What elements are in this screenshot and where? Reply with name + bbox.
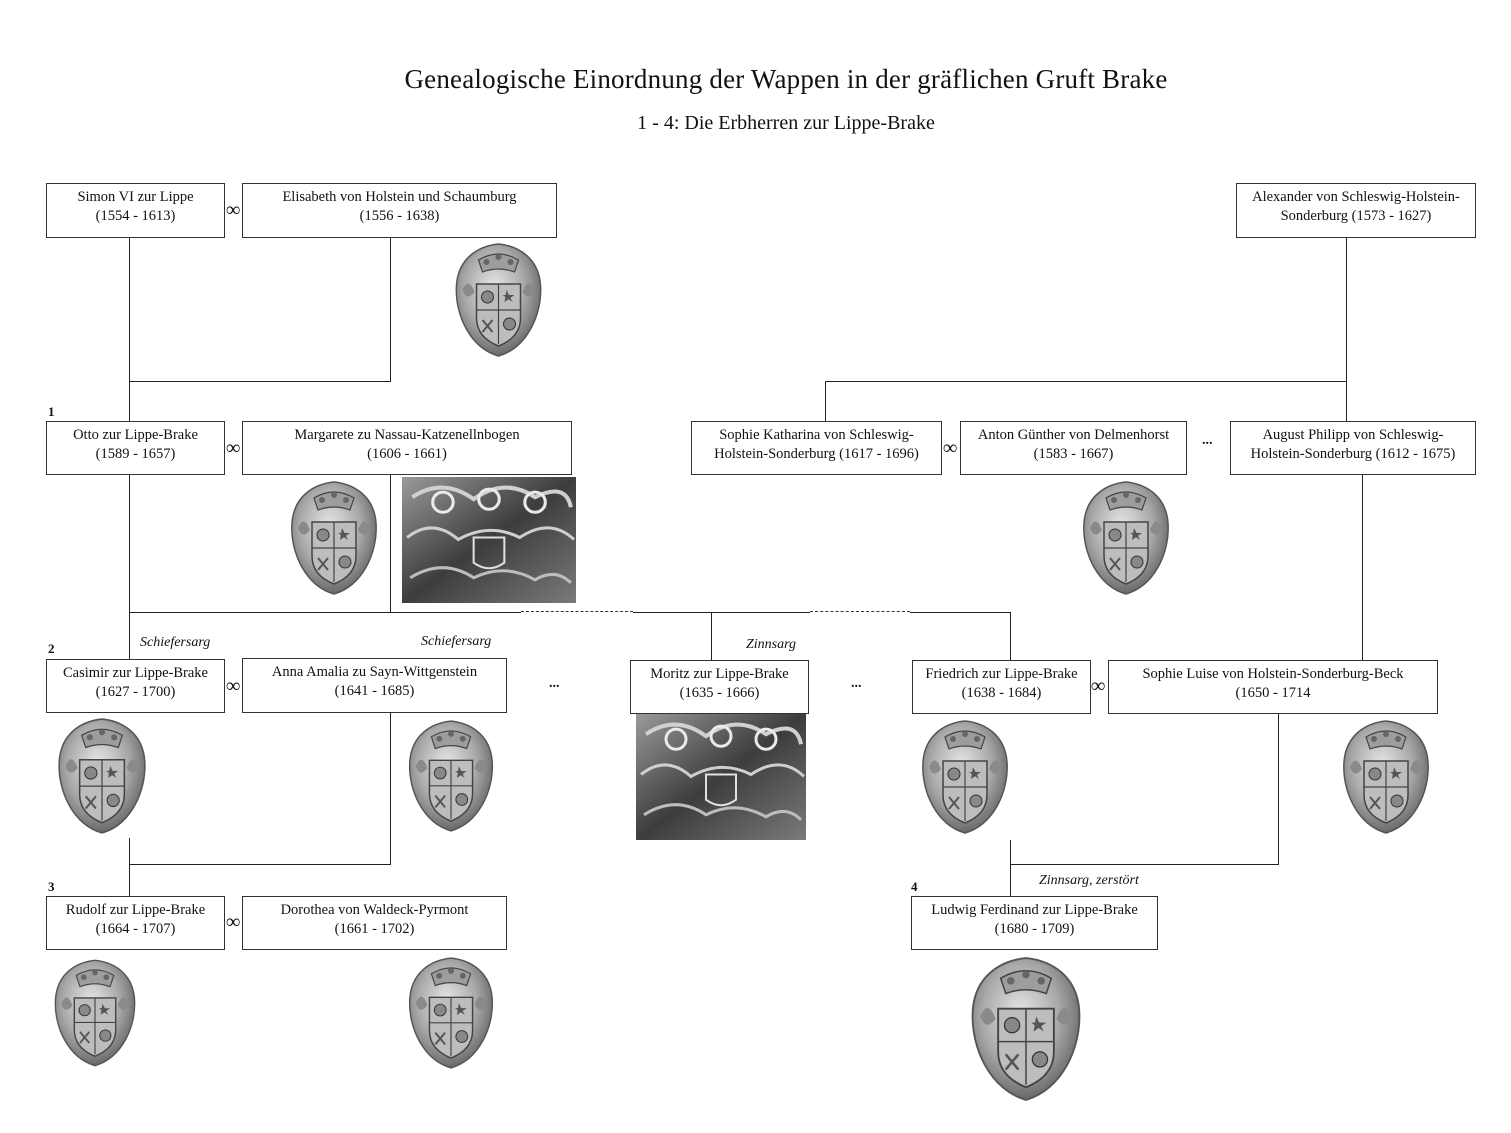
person-dates: (1556 - 1638) (359, 208, 440, 224)
connector-line (1278, 713, 1279, 865)
connector-line (825, 381, 826, 422)
page-subtitle: 1 - 4: Die Erbherren zur Lippe-Brake (637, 112, 935, 134)
person-dates: Holstein-Sonderburg (1612 - 1675) (1250, 446, 1456, 462)
person-name: Anton Günther von Delmenhorst (977, 427, 1170, 443)
coat-of-arms-image (1075, 478, 1177, 598)
person-name: Ludwig Ferdinand zur Lippe-Brake (931, 902, 1138, 918)
person-sophie-katharina[interactable] (691, 421, 942, 475)
coffin-label: Schiefersarg (140, 635, 211, 650)
coat-of-arms-photo (636, 714, 806, 840)
person-simon[interactable] (46, 183, 225, 238)
connector-line (129, 838, 130, 897)
generation-number: 1 (48, 404, 55, 419)
person-otto[interactable] (46, 421, 225, 475)
connector-dashed-line (810, 611, 910, 612)
person-margarete[interactable] (242, 421, 572, 475)
connector-line (1010, 612, 1011, 660)
person-dates: (1583 - 1667) (1033, 446, 1114, 462)
connector-line (390, 712, 391, 865)
coat-of-arms-image (952, 953, 1100, 1105)
person-dates: (1606 - 1661) (367, 446, 447, 462)
person-ludwig-ferdinand[interactable] (911, 896, 1158, 950)
coat-of-arms-image (446, 240, 551, 360)
person-name: August Philipp von Schleswig- (1262, 427, 1444, 443)
person-elisabeth[interactable] (242, 183, 557, 238)
coffin-label: Zinnsarg, zerstört (1039, 873, 1139, 888)
person-dates: (1650 - 1714 (1235, 685, 1311, 701)
person-dates: Holstein-Sonderburg (1617 - 1696) (714, 446, 919, 462)
person-dates: (1664 - 1707) (95, 921, 176, 937)
person-alexander[interactable] (1236, 183, 1476, 238)
person-casimir[interactable] (46, 659, 225, 713)
connector-line (129, 381, 391, 382)
ellipsis: ... (549, 676, 560, 691)
generation-number: 4 (911, 879, 918, 894)
connector-line (1362, 474, 1363, 660)
connector-line (129, 864, 391, 865)
person-dates: (1635 - 1666) (679, 685, 760, 701)
connector-line (1010, 840, 1011, 897)
person-dates: (1589 - 1657) (95, 446, 176, 462)
person-name: Elisabeth von Holstein und Schaumburg (282, 189, 517, 205)
coffin-label: Schiefersarg (421, 634, 492, 649)
connector-line (129, 612, 130, 660)
marriage-symbol: ∞ (943, 437, 958, 459)
person-august[interactable] (1230, 421, 1476, 475)
person-dates: (1661 - 1702) (334, 921, 415, 937)
coat-of-arms-image (402, 716, 500, 836)
connector-line (1010, 864, 1279, 865)
ellipsis: ... (1202, 433, 1213, 448)
connector-line (129, 237, 130, 382)
connector-line (129, 381, 130, 422)
person-rudolf[interactable] (46, 896, 225, 950)
person-dorothea[interactable] (242, 896, 507, 950)
person-name: Alexander von Schleswig-Holstein- (1252, 189, 1460, 205)
person-dates: (1641 - 1685) (334, 683, 415, 699)
person-name: Sophie Katharina von Schleswig- (719, 427, 914, 443)
person-name: Sophie Luise von Holstein-Sonderburg-Beck (1142, 666, 1404, 682)
person-anton[interactable] (960, 421, 1187, 475)
person-dates: (1680 - 1709) (994, 921, 1075, 937)
person-dates: (1627 - 1700) (95, 684, 176, 700)
ellipsis: ... (851, 676, 862, 691)
generation-number: 2 (48, 641, 55, 656)
person-dates: (1554 - 1613) (95, 208, 176, 224)
marriage-symbol: ∞ (226, 675, 241, 697)
connector-line (129, 474, 130, 613)
person-name: Friedrich zur Lippe-Brake (925, 666, 1078, 682)
connector-line (910, 612, 1010, 613)
person-moritz[interactable] (630, 660, 809, 714)
page-title: Genealogische Einordnung der Wappen in der gräflichen Gruft Brake (404, 64, 1168, 94)
coffin-label: Zinnsarg (746, 637, 797, 652)
connector-line (129, 612, 521, 613)
connector-line (390, 237, 391, 382)
person-friedrich[interactable] (912, 660, 1091, 714)
marriage-symbol: ∞ (226, 199, 241, 221)
coat-of-arms-image (1336, 716, 1436, 838)
coat-of-arms-image (50, 715, 154, 837)
marriage-symbol: ∞ (226, 437, 241, 459)
person-name: Margarete zu Nassau-Katzenellnbogen (294, 427, 520, 443)
connector-line (633, 612, 810, 613)
person-name: Simon VI zur Lippe (77, 189, 194, 205)
person-dates: Sonderburg (1573 - 1627) (1280, 208, 1432, 224)
person-name: Rudolf zur Lippe-Brake (65, 902, 206, 918)
connector-line (825, 381, 1347, 382)
connector-line (1346, 237, 1347, 422)
marriage-symbol: ∞ (1091, 675, 1106, 697)
marriage-symbol: ∞ (226, 911, 241, 933)
generation-number: 3 (48, 879, 55, 894)
person-name: Casimir zur Lippe-Brake (63, 665, 208, 681)
connector-dashed-line (521, 611, 633, 612)
person-sophie-luise[interactable] (1108, 660, 1438, 714)
connector-line (390, 474, 391, 613)
person-anna-amalia[interactable] (242, 658, 507, 713)
person-name: Otto zur Lippe-Brake (73, 427, 198, 443)
person-name: Dorothea von Waldeck-Pyrmont (280, 902, 469, 918)
person-name: Moritz zur Lippe-Brake (650, 666, 789, 682)
coat-of-arms-image (402, 953, 500, 1073)
coat-of-arms-photo (402, 477, 576, 603)
coat-of-arms-image (284, 478, 384, 598)
coat-of-arms-image (915, 715, 1015, 839)
connector-line (711, 612, 712, 660)
person-name: Anna Amalia zu Sayn-Wittgenstein (271, 664, 478, 680)
coat-of-arms-image (48, 953, 142, 1073)
person-dates: (1638 - 1684) (961, 685, 1042, 701)
